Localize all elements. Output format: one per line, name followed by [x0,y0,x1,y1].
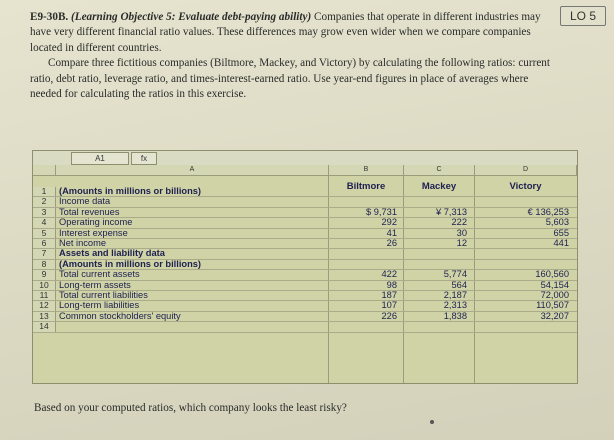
table-row [33,322,577,332]
victory-cell[interactable]: 655 [553,227,569,238]
biltmore-cell[interactable]: 26 [386,238,397,248]
row-number[interactable]: 4 [33,218,56,227]
row-number[interactable]: 7 [33,249,56,258]
formula-bar [33,151,577,166]
mackey-cell[interactable]: ¥ 7,313 [435,206,467,217]
biltmore-cell[interactable]: 226 [381,310,397,321]
row-label-cell[interactable]: Interest expense [59,227,128,238]
mackey-cell[interactable]: 564 [451,279,467,290]
mackey-cell[interactable]: 5,774 [443,269,467,280]
victory-cell[interactable]: € 136,253 [527,206,569,217]
row-number[interactable]: 10 [33,281,56,290]
question-text: Based on your computed ratios, which company looks the least risky? [34,402,347,414]
row-label-cell[interactable]: Total current liabilities [59,290,148,300]
victory-cell[interactable]: 54,154 [540,279,569,290]
corner-header [33,165,56,176]
row-number[interactable]: 8 [33,260,56,269]
victory-cell[interactable]: 160,560 [535,269,569,280]
biltmore-cell[interactable]: $ 9,731 [365,206,397,217]
victory-cell[interactable]: 5,603 [545,217,569,228]
victory-cell[interactable]: 441 [553,238,569,248]
column-title-biltmore: Biltmore [329,176,404,198]
function-icon[interactable]: fx [131,152,157,165]
row-number[interactable]: 6 [33,239,56,248]
table-row [33,312,577,322]
row-number[interactable]: 11 [33,291,56,300]
mackey-cell[interactable]: 222 [451,217,467,228]
row-label-cell[interactable]: Income data [59,196,111,207]
column-header-a[interactable]: A [56,165,329,176]
mackey-cell[interactable]: 2,187 [443,290,467,300]
table-row [33,187,577,197]
mackey-cell[interactable]: 12 [456,238,467,248]
victory-cell[interactable]: 72,000 [540,290,569,300]
row-number[interactable]: 12 [33,301,56,310]
cell-reference-box[interactable]: A1 [71,152,129,165]
biltmore-cell[interactable]: 98 [386,279,397,290]
row-label-cell[interactable]: Common stockholders' equity [59,310,181,321]
victory-cell[interactable]: 32,207 [540,310,569,321]
row-number[interactable]: 14 [33,322,56,331]
table-row [33,229,577,239]
row-number[interactable]: 13 [33,312,56,321]
row-number[interactable]: 5 [33,229,56,238]
mackey-cell[interactable]: 2,313 [443,300,467,311]
column-title-mackey: Mackey [404,176,475,198]
decorative-dot [430,420,434,424]
victory-cell[interactable]: 110,507 [536,300,569,311]
column-header-c[interactable]: C [404,165,475,176]
row-label-cell[interactable]: Total revenues [59,206,120,217]
exercise-title: (Learning Objective 5: Evaluate debt-paying ability) [71,11,312,23]
exercise-text [30,10,550,102]
biltmore-cell[interactable]: 292 [381,217,397,228]
learning-objective-badge: LO 5 [560,6,606,26]
mackey-cell[interactable]: 1,838 [443,310,467,321]
row-label-cell[interactable]: Long-term liabilities [59,300,140,311]
row-label-cell[interactable]: Total current assets [59,269,140,280]
biltmore-cell[interactable]: 187 [381,290,397,300]
row-label-cell[interactable]: (Amounts in millions or billions) [59,186,202,196]
row-label-cell[interactable]: Operating income [59,217,133,228]
biltmore-cell[interactable]: 107 [381,300,397,311]
column-header-b[interactable]: B [329,165,404,176]
exercise-number: E9-30B. [30,11,69,23]
row-label-cell[interactable]: Net income [59,238,107,248]
column-title-victory: Victory [509,181,542,192]
row-label-cell[interactable]: (Amounts in millions or billions) [59,258,202,269]
exercise-paragraph-2: Compare three fictitious companies (Biltmore, Mackey, and Victory) by calculating the following ratios: current ratio, debt ratio, leverage ratio, and times-interest-earned ratio. Use year-end figures in place of averages where needed for calculating the ratios in this exercise. [30,57,550,101]
exercise-paragraph-1: Companies that operate in different industries may have very different financial ratio values. These differences may grow even wider when we compare companies located in different countries. [30,11,541,54]
biltmore-cell[interactable]: 422 [381,269,397,280]
biltmore-cell[interactable]: 41 [386,227,397,238]
row-label-cell[interactable]: Long-term assets [59,279,131,290]
mackey-cell[interactable]: 30 [456,227,467,238]
row-number[interactable]: 9 [33,270,56,279]
row-number[interactable]: 1 [33,187,56,196]
column-header-d[interactable]: D [475,165,577,176]
row-number[interactable]: 3 [33,208,56,217]
row-number[interactable]: 2 [33,197,56,206]
row-label-cell[interactable]: Assets and liability data [59,248,165,259]
spreadsheet [32,150,578,384]
